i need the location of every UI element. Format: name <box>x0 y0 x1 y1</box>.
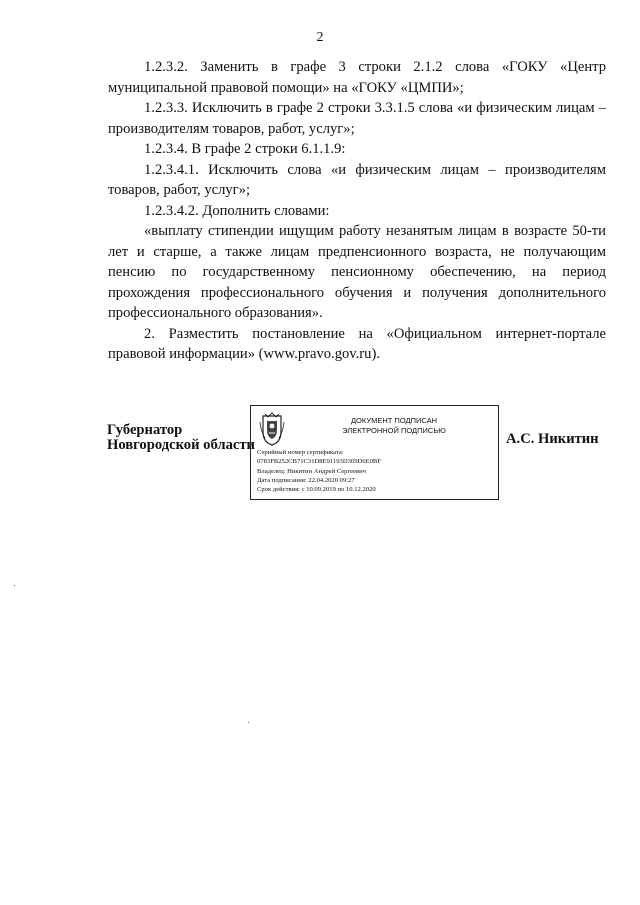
scan-speck <box>14 585 15 586</box>
paragraph: 1.2.3.4.2. Дополнить словами: <box>144 202 330 219</box>
signatory-position-line2: Новгородской области <box>107 437 255 453</box>
e-signature-stamp <box>250 405 499 500</box>
certificate-owner: Владелец: Никитин Андрей Сергеевич <box>257 467 366 475</box>
paragraph: 1.2.3.4.1. Исключить слова «и физическим лицам – производителям товаров, работ, услуг»; <box>108 161 606 198</box>
signing-date: Дата подписания: 22.04.2020 09:27 <box>257 476 355 484</box>
stamp-header <box>257 410 493 450</box>
paragraph: 1.2.3.2. Заменить в графе 3 строки 2.1.2 слова «ГОКУ «Центр муниципальной правовой помощи» на «ГОКУ «ЦМПИ»; <box>108 59 606 96</box>
signatory-position-line1: Губернатор <box>107 422 183 438</box>
paragraph: «выплату стипендии ищущим работу незанятым лицам в возрасте 50-ти лет и старше, а также лицам предпенсионного возраста, не получающим пенсию по государственному пенсионному обеспечению, на период прохождения профессионального обучения и получения дополнительного профессионального образования». <box>108 223 606 321</box>
certificate-serial-value: 0783FB252CB71C31D8E91193D369D6E0BF <box>257 458 381 466</box>
paragraph: 1.2.3.4. В графе 2 строки 6.1.1.9: <box>144 141 346 157</box>
certificate-serial-label: Серийный номер сертификата: <box>257 449 344 456</box>
signatory-name: А.С. Никитин <box>506 431 599 447</box>
stamp-details <box>257 448 381 494</box>
signatory-position <box>107 423 255 453</box>
page-number: 2 <box>316 30 324 45</box>
stamp-title-line1: ДОКУМЕНТ ПОДПИСАН <box>350 416 438 425</box>
document-body <box>108 57 606 365</box>
paragraph: 1.2.3.3. Исключить в графе 2 строки 3.3.1.5 слова «и физическим лицам – производителям товаров, работ, услуг»; <box>108 100 606 137</box>
stamp-title-line2: ЭЛЕКТРОННОЙ ПОДПИСЬЮ <box>342 425 446 435</box>
scan-speck <box>248 722 249 723</box>
stamp-title <box>299 416 489 435</box>
coat-of-arms-icon <box>259 412 285 446</box>
paragraph: 2. Разместить постановление на «Официальном интернет-портале правовой информации» (www.pravo.gov.ru). <box>108 325 606 362</box>
certificate-validity: Срок действия: с 10.09.2019 по 10.12.2020 <box>257 486 376 494</box>
